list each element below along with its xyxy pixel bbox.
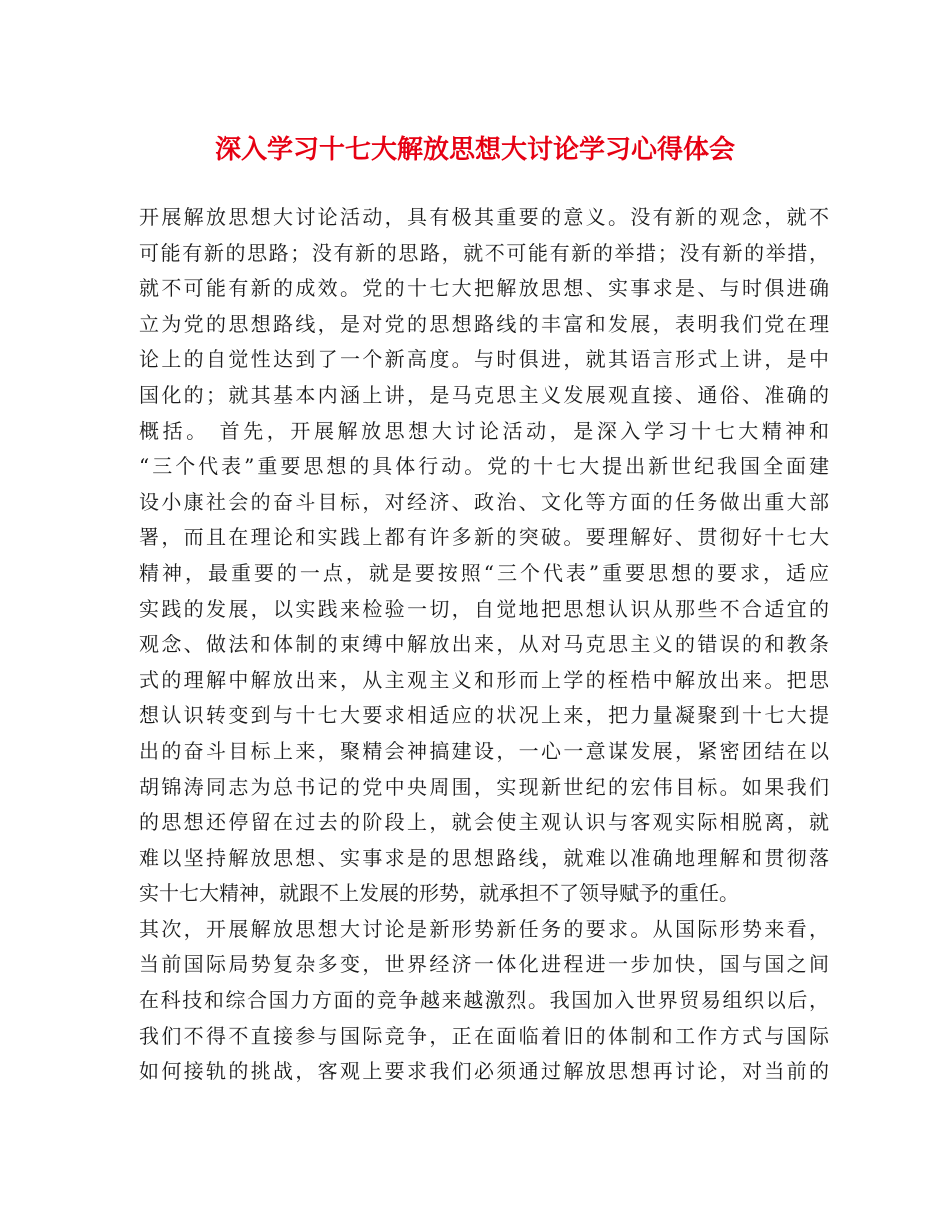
body-line: 实十七大精神，就跟不上发展的形势，就承担不了领导赋予的重任。 [139,881,739,906]
body-line: 想认识转变到与十七大要求相适应的状况上来，把力量凝聚到十七大提 [139,703,829,728]
document-title: 深入学习十七大解放思想大讨论学习心得体会 [214,135,735,165]
body-line: “三个代表”重要思想的具体行动。党的十七大提出新世纪我国全面建 [139,454,829,479]
body-line: 式的理解中解放出来，从主观主义和形而上学的桎梏中解放出来。把思 [139,667,829,692]
body-line: 我们不得不直接参与国际竞争，正在面临着旧的体制和工作方式与国际 [139,1023,829,1048]
body-line: 立为党的思想路线，是对党的思想路线的丰富和发展，表明我们党在理 [139,311,829,336]
body-line: 难以坚持解放思想、实事求是的思想路线，就难以准确地理解和贯彻落 [139,845,829,870]
body-line: 实践的发展，以实践来检验一切，自觉地把思想认识从那些不合适宜的 [139,596,829,621]
body-line: 开展解放思想大讨论活动，具有极其重要的意义。没有新的观念，就不 [139,205,829,229]
body-line: 的思想还停留在过去的阶段上，就会使主观认识与客观实际相脱离，就 [139,810,829,835]
body-line: 国化的；就其基本内涵上讲，是马克思主义发展观直接、通俗、准确的 [139,382,829,407]
body-line: 其次，开展解放思想大讨论是新形势新任务的要求。从国际形势来看， [139,916,829,941]
body-line: 可能有新的思路；没有新的思路，就不可能有新的举措；没有新的举措， [139,240,829,265]
body-line: 就不可能有新的成效。党的十七大把解放思想、实事求是、与时俱进确 [139,276,829,301]
body-line: 在科技和综合国力方面的竞争越来越激烈。我国加入世界贸易组织以后， [139,988,829,1013]
body-line: 署，而且在理论和实践上都有许多新的突破。要理解好、贯彻好十七大 [139,525,829,550]
body-line: 设小康社会的奋斗目标，对经济、政治、文化等方面的任务做出重大部 [139,489,829,514]
body-line: 精神，最重要的一点，就是要按照“三个代表”重要思想的要求，适应 [139,560,829,585]
body-line: 当前国际局势复杂多变，世界经济一体化进程进一步加快，国与国之间 [139,952,829,977]
body-line: 如何接轨的挑战，客观上要求我们必须通过解放思想再讨论，对当前的 [139,1059,829,1084]
document-body [139,200,829,1090]
body-line: 概括。 首先，开展解放思想大讨论活动，是深入学习十七大精神和 [139,418,829,443]
body-line: 论上的自觉性达到了一个新高度。与时俱进，就其语言形式上讲，是中 [139,347,829,372]
body-line: 观念、做法和体制的束缚中解放出来，从对马克思主义的错误的和教条 [139,632,829,657]
body-line: 胡锦涛同志为总书记的党中央周围，实现新世纪的宏伟目标。如果我们 [139,774,829,799]
body-line: 出的奋斗目标上来，聚精会神搞建设，一心一意谋发展，紧密团结在以 [139,738,829,763]
